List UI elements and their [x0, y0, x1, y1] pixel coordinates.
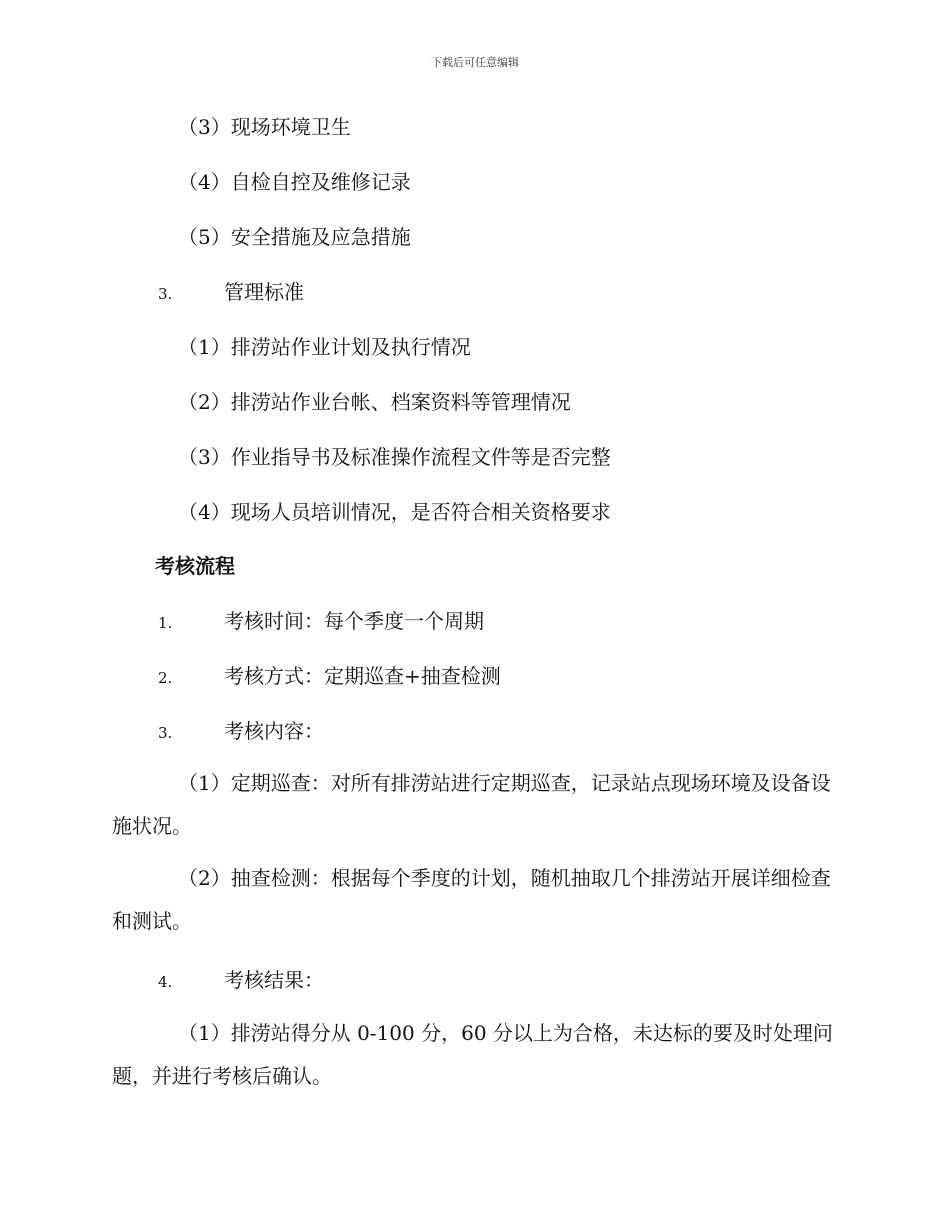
- process-step: [158, 663, 501, 691]
- page-header: 下载后可任意编辑: [431, 56, 519, 69]
- list-item: （4）现场人员培训情况，是否符合相关资格要求: [178, 500, 611, 524]
- process-step: [158, 608, 484, 636]
- process-step: [158, 718, 324, 746]
- step-text: 考核结果：: [224, 968, 324, 992]
- step-text: 考核方式：定期巡查+抽查检测: [224, 664, 501, 688]
- paragraph: （1）定期巡查：对所有排涝站进行定期巡查，记录站点现场环境及设备设施状况。: [112, 771, 831, 838]
- paragraph: （2）抽查检测：根据每个季度的计划，随机抽取几个排涝站开展详细检查和测试。: [112, 866, 831, 933]
- step-text: 考核时间：每个季度一个周期: [224, 609, 484, 633]
- list-number: 3.: [158, 724, 173, 742]
- list-number: 2.: [158, 669, 173, 687]
- step-text: 考核内容：: [224, 719, 324, 743]
- list-item: （3）现场环境卫生: [178, 115, 351, 139]
- list-item: （3）作业指导书及标准操作流程文件等是否完整: [178, 445, 611, 469]
- list-item: （1）排涝站作业计划及执行情况: [178, 335, 471, 359]
- list-item: （4）自检自控及维修记录: [178, 170, 411, 194]
- process-step: [158, 967, 324, 995]
- section-heading: 考核流程: [155, 554, 235, 578]
- list-item: （2）排涝站作业台帐、档案资料等管理情况: [178, 390, 571, 414]
- section-mgmt-standard: [158, 279, 304, 307]
- list-number: 1.: [158, 614, 173, 632]
- list-number: 3.: [158, 285, 173, 303]
- list-number: 4.: [158, 973, 173, 991]
- paragraph: （1）排涝站得分从 0-100 分，60 分以上为合格，未达标的要及时处理问题，并进行考核后确认。: [112, 1021, 833, 1088]
- list-item: （5）安全措施及应急措施: [178, 225, 411, 249]
- section-title: 管理标准: [224, 280, 304, 304]
